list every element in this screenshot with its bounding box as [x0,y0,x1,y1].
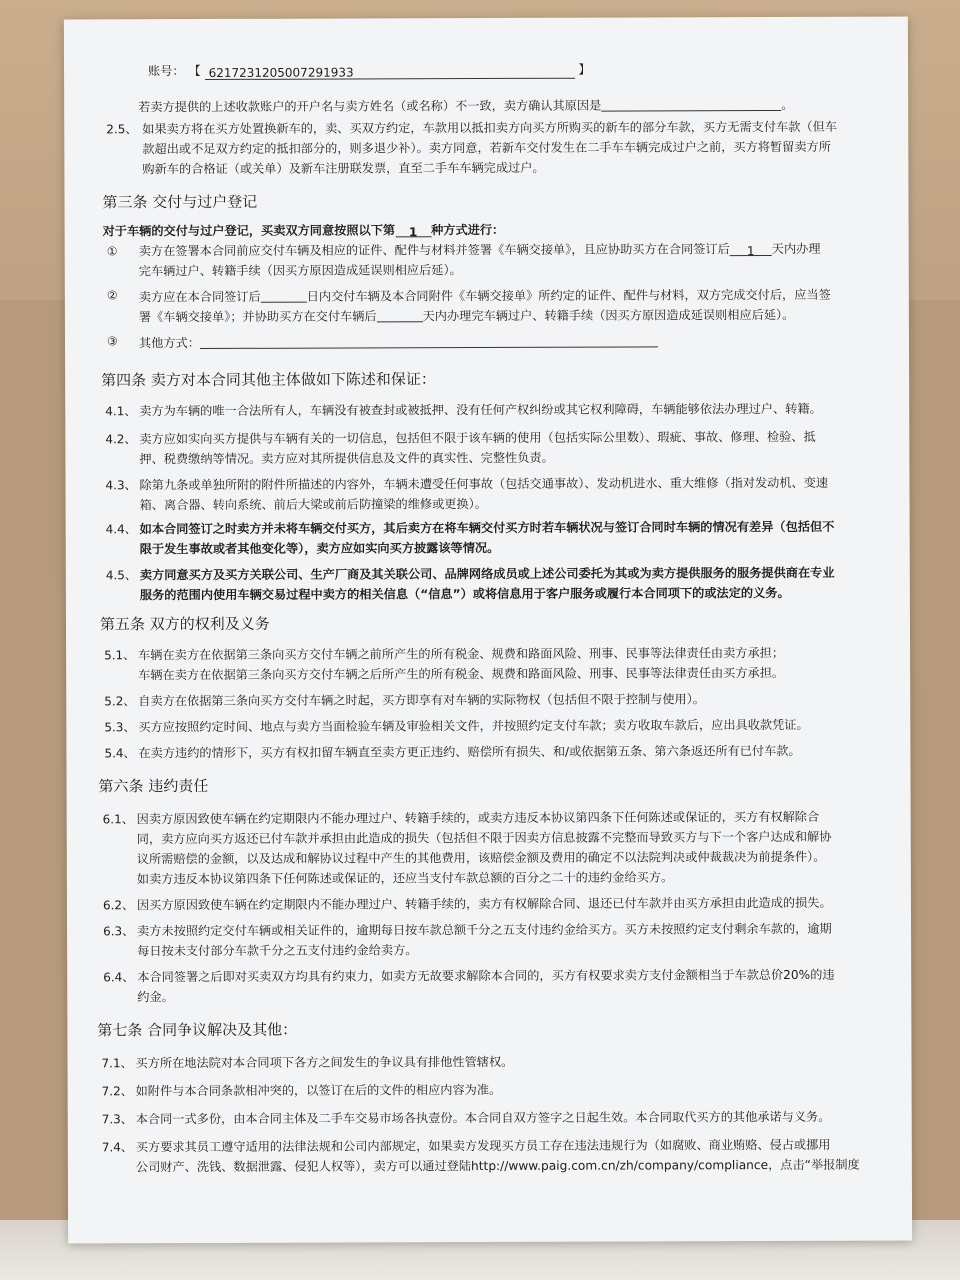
clause-line: 车辆在卖方在依据第三条向买方交付车辆之后所产生的所有税金、规费和路面风险、刑事、民事等法律责任由买方承担。 [138,665,785,683]
clause-2-5-line: 款超出或不足双方约定的抵扣部分的，则多退少补）。卖方同意，若新车交付发生在二手车车辆完成过户之前，买方将暂留卖方所 [142,139,831,157]
option-3-blank [200,332,658,349]
clause-line: 如卖方违反本协议第四条下任何陈述或保证的，还应当支付车款总额的百分之二十的违约金给买方。 [136,870,674,887]
clause-2-5-line: 购新车的合格证（或关单）及新车注册联发票，直至二手车车辆完成过户。 [142,160,545,177]
clause-line: 如附件与本合同条款相冲突的，以签订在后的文件的相应内容为准。 [135,1082,502,1099]
option-3-label: 其他方式： [138,336,200,351]
clause-line: 买方所在地法院对本合同项下各方之间发生的争议具有排他性管辖权。 [135,1054,514,1071]
clause-number: 4.1、 [105,404,137,419]
clause-line: 议所需赔偿的金额，以及达成和解协议过程中产生的其他费用，该赔偿金额及费用的确定不以法院判决或仲裁裁决为前提条件）。 [136,849,826,867]
section-6-title: 第六条 违约责任 [98,776,209,796]
section-7-title: 第七条 合同争议解决及其他： [97,1020,298,1040]
option-2-text-before: 卖方应在本合同签订后 [138,289,261,305]
clause-line: 卖方同意买方及买方关联公司、生产厂商及其关联公司、品牌网络成员或上述公司委托为其或为卖方提供服务的服务提供商在专业 [139,565,835,583]
option-1-text-before: 卖方在签署本合同前应交付车辆及相应的证件、配件与材料并签署《车辆交接单》，且应协助买方在合同签订后 [138,242,730,259]
option-2-marker: ② [106,288,118,303]
clause-number: 5.3、 [104,720,136,735]
clause-number: 6.1、 [102,812,134,827]
option-1-line [139,239,821,262]
clause-line: 车辆在卖方在依据第三条向买方交付车辆之前所产生的所有税金、规费和路面风险、刑事、民事等法律责任由卖方承担； [138,645,785,663]
clause-number: 5.4、 [104,746,136,761]
clause-line: 卖方为车辆的唯一合法所有人，车辆没有被查封或被抵押、没有任何产权纠纷或其它权利障碍，车辆能够依法办理过户、转籍。 [139,401,822,419]
option-2-days-blank [261,288,307,303]
clause-line: 自卖方在依据第三条向买方交付车辆之时起，买方即享有对车辆的实际物权（包括但不限于控制与使用）。 [138,692,705,709]
clause-line: 如本合同签订之时卖方并未将车辆交付买方，其后卖方在将车辆交付买方时若车辆状况与签订合同时车辆的情况有差异（包括但不 [139,519,835,537]
option-2-handover-days-blank [377,307,423,322]
clause-2-5-number: 2.5、 [106,122,138,137]
clause-line: 本合同签署之后即对买卖双方均具有约束力，如卖方无故要求解除本合同的，买方有权要求卖方支付金额相当于车款总价20%的违 [137,967,835,985]
clause-line: 押、税费缴纳等情况。卖方应对其所提供信息及文件的真实性、完整性负责。 [139,450,554,467]
clause-number: 7.2、 [101,1084,133,1099]
mismatch-text: 若卖方提供的上述收款账户的开户名与卖方姓名（或名称）不一致，卖方确认其原因是 [138,98,602,115]
contract-page [64,17,912,1244]
clause-number: 5.1、 [104,648,136,663]
clause-number: 4.5、 [105,568,137,583]
clause-line: 因买方原因致使车辆在约定期限内不能办理过户、转籍手续的，卖方有权解除合同、退还已付车款并由买方承担由此造成的损失。 [136,895,832,913]
option-1-line-2: 完车辆过户、转籍手续（因买方原因造成延误则相应后延）。 [138,263,462,279]
clause-line: 服务的范围内使用车辆交易过程中卖方的相关信息（“信息”）或将信息用于客户服务或履行本合同项下的或法定的义务。 [139,585,790,603]
section-3-method-number: 1 [395,222,431,237]
option-3-line [139,331,658,354]
account-row [148,60,591,83]
option-3-marker: ③ [106,334,118,349]
clause-line: 每日按未支付部分车款千分之五支付违约金给卖方。 [137,943,418,959]
section-3-intro [103,220,505,242]
section-4-title: 第四条 卖方对本合同其他主体做如下陈述和保证： [101,370,436,390]
section-5-title: 第五条 双方的权利及义务 [99,614,270,634]
clause-line: 买方应按照约定时间、地点与卖方当面检验车辆及审验相关文件，并按照约定支付车款；卖方收取车款后，应出具收款凭证。 [138,717,809,735]
clause-line: 买方要求其员工遵守适用的法律法规和公司内部规定，如果卖方发现买方员工存在违法违规行为（如腐败、商业贿赂、侵占或挪用 [135,1137,831,1155]
clause-line: 公司财产、洗钱、数据泄露、侵犯人权等），卖方可以通过登陆http://www.paig.com.cn/zh/company/compliance，点击“举报制度 [135,1157,860,1175]
clause-number: 4.2、 [105,432,137,447]
option-1-days: 1 [730,241,772,256]
clause-number: 6.2、 [102,898,135,913]
option-1-marker: ① [106,244,118,259]
section-3-intro-after: 种方式进行： [431,222,505,238]
clause-line: 在卖方违约的情形下，买方有权扣留车辆直至卖方更正违约、赔偿所有损失、和/或依据第五条、第六条返还所有已付车款。 [138,743,801,761]
clause-line: 同，卖方应向买方返还已付车款并承担由此造成的损失（包括但不限于因卖方信息披露不完整而导致买方与下一个客户达成和解协 [136,829,832,847]
option-2-text-after: 日内交付车辆及本合同附件《车辆交接单》所约定的证件、配件与材料，双方完成交付后，应当签 [306,287,831,304]
clause-line: 因卖方原因致使车辆在约定期限内不能办理过户、转籍手续的，或卖方违反本协议第四条下任何陈述或保证的，买方有权解除合 [136,809,820,827]
clause-line: 约金。 [137,990,174,1005]
clause-line: 本合同一式多份，由本合同主体及二手车交易市场各执壹份。本合同自双方签字之日起生效。本合同取代买方的其他承诺与义务。 [135,1109,831,1127]
account-open-bracket: 【 [188,63,201,79]
account-label: 账号： [148,64,185,79]
contract-content [64,17,912,1244]
clause-line: 箱、离合器、转向系统、前后大梁或前后防撞梁的维修或更换）。 [139,497,487,513]
clause-number: 6.4、 [103,970,135,985]
clause-number: 5.2、 [104,694,136,709]
account-number: 6217231205007291933 [205,62,575,80]
clause-number: 7.4、 [101,1140,133,1155]
option-2-line-2-after: 天内办理完车辆过户、转籍手续（因买方原因造成延误则相应后延）。 [422,307,795,324]
clause-number: 4.3、 [105,478,137,493]
mismatch-reason-blank [601,96,781,112]
clause-number: 7.3、 [101,1112,133,1127]
section-3-intro-before: 对于车辆的交付与过户登记，买卖双方同意按照以下第 [102,223,396,239]
option-2-line-2-before: 署《车辆交接单》；并协助买方在交付车辆后 [138,309,377,325]
clause-number: 4.4、 [105,522,137,537]
clause-line: 卖方应如实向买方提供与车辆有关的一切信息，包括但不限于该车辆的使用（包括实际公里数）、瑕疵、事故、修理、检验、抵 [139,429,816,447]
clause-2-5-line: 如果卖方将在买方处置换新车的，卖、买双方约定，车款用以抵扣卖方向买方所购买的新车的部分车款，买方无需支付车款（但车 [142,119,837,137]
clause-line: 卖方未按照约定交付车辆或相关证件的，逾期每日按车款总额千分之五支付违约金给买方。买方未按照约定支付剩余车款的，逾期 [137,921,832,939]
option-2-line-2 [139,305,794,328]
mismatch-end: 。 [781,97,794,112]
account-close-bracket: 】 [578,62,591,77]
mismatch-note [138,95,793,118]
clause-number: 6.3、 [103,924,135,939]
clause-line: 限于发生事故或者其他变化等），卖方应如实向买方披露该等情况。 [139,540,500,557]
option-1-text-after: 天内办理 [771,241,821,257]
clause-line: 除第九条或单独所附的附件所描述的内容外，车辆未遭受任何事故（包括交通事故）、发动机进水、重大维修（指对发动机、变速 [139,475,829,493]
section-3-title: 第三条 交付与过户登记 [102,192,258,212]
clause-number: 7.1、 [101,1056,133,1071]
